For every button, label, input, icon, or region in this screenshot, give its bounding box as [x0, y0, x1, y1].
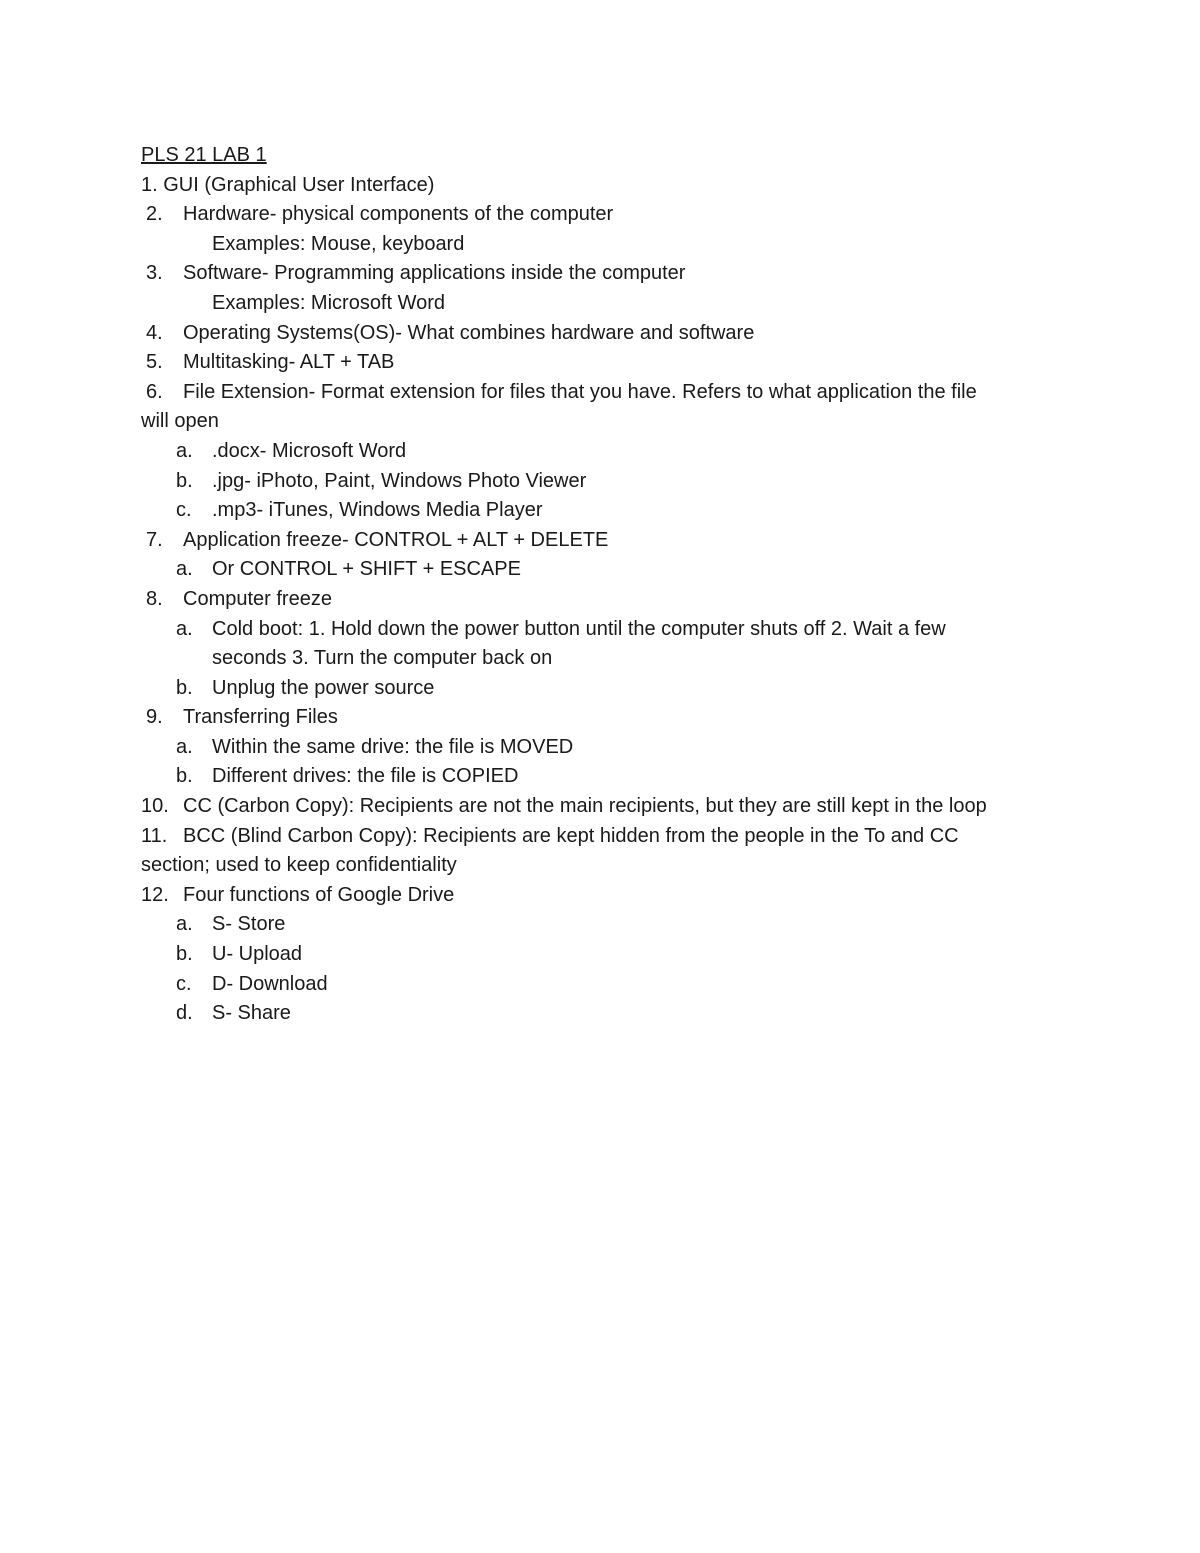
list-item-text: Software- Programming applications inside the computer — [183, 262, 686, 285]
sub-item-letter: c. — [176, 499, 192, 522]
sub-item-text: .mp3- iTunes, Windows Media Player — [212, 499, 543, 522]
list-item-number: 3. — [146, 262, 163, 285]
sub-item-letter: a. — [176, 913, 193, 936]
sub-item-letter: a. — [176, 558, 193, 581]
list-item-number: 7. — [146, 528, 163, 551]
sub-item-text-continued: seconds 3. Turn the computer back on — [212, 647, 553, 670]
sub-item-text: S- Store — [212, 913, 286, 936]
list-item-text-continued: will open — [141, 410, 219, 433]
list-item-2-example — [141, 230, 1071, 260]
sub-item-letter: b. — [176, 765, 193, 788]
list-item-6 — [141, 378, 1071, 408]
document-body — [141, 141, 1071, 1029]
list-item-12 — [141, 881, 1071, 911]
sub-item-8b — [141, 674, 1071, 704]
sub-item-12a — [141, 910, 1071, 940]
sub-item-text: D- Download — [212, 972, 328, 995]
sub-item-text: Cold boot: 1. Hold down the power button until the computer shuts off 2. Wait a few — [212, 617, 946, 640]
sub-item-text: Or CONTROL + SHIFT + ESCAPE — [212, 558, 521, 581]
list-item-text: Transferring Files — [183, 706, 338, 729]
sub-item-6c — [141, 496, 1071, 526]
list-item-text: Operating Systems(OS)- What combines hardware and software — [183, 321, 755, 344]
sub-item-text: S- Share — [212, 1002, 291, 1025]
list-item-9 — [141, 703, 1071, 733]
sub-item-12b — [141, 940, 1071, 970]
list-item-10 — [141, 792, 1071, 822]
list-item-3 — [141, 259, 1071, 289]
sub-item-letter: b. — [176, 943, 193, 966]
sub-item-letter: a. — [176, 617, 193, 640]
list-item-4 — [141, 319, 1071, 349]
sub-item-text: .jpg- iPhoto, Paint, Windows Photo Viewer — [212, 469, 587, 492]
sub-item-text: Within the same drive: the file is MOVED — [212, 735, 574, 758]
list-item-8 — [141, 585, 1071, 615]
list-item-text: File Extension- Format extension for files that you have. Refers to what application the file — [183, 380, 977, 403]
sub-item-6a — [141, 437, 1071, 467]
sub-item-12c — [141, 970, 1071, 1000]
list-item-text: BCC (Blind Carbon Copy): Recipients are kept hidden from the people in the To and CC — [183, 824, 959, 847]
list-item-2 — [141, 200, 1071, 230]
list-item-number: 4. — [146, 321, 163, 344]
sub-item-text: .docx- Microsoft Word — [212, 439, 407, 462]
list-item-number: 11. — [141, 824, 168, 847]
sub-item-letter: b. — [176, 469, 193, 492]
sub-item-9a — [141, 733, 1071, 763]
sub-item-8a — [141, 615, 1071, 645]
document-title: PLS 21 LAB 1 — [141, 144, 267, 166]
list-item-text: Computer freeze — [183, 587, 332, 610]
list-item-text: Hardware- physical components of the computer — [183, 203, 614, 226]
sub-item-text: U- Upload — [212, 943, 303, 966]
list-item-11 — [141, 822, 1071, 852]
sub-item-8a-continued — [141, 644, 1071, 674]
list-item-1 — [141, 171, 1071, 201]
list-item-number: 6. — [146, 380, 163, 403]
list-item-number: 8. — [146, 587, 163, 610]
list-item-text: Four functions of Google Drive — [183, 883, 455, 906]
sub-item-12d — [141, 999, 1071, 1029]
list-item-number: 12. — [141, 883, 169, 906]
sub-item-letter: c. — [176, 972, 192, 995]
sub-item-9b — [141, 762, 1071, 792]
sub-item-6b — [141, 467, 1071, 497]
sub-item-text: Unplug the power source — [212, 676, 435, 699]
list-item-7 — [141, 526, 1071, 556]
list-item-6-continued — [141, 407, 1071, 437]
list-item-text: CC (Carbon Copy): Recipients are not the main recipients, but they are still kept in the loop — [183, 795, 987, 818]
example-text: Examples: Microsoft Word — [212, 291, 446, 314]
list-item-text: Application freeze- CONTROL + ALT + DELETE — [183, 528, 609, 551]
list-item-5 — [141, 348, 1071, 378]
list-item-number: 10. — [141, 795, 169, 818]
list-item-number: 5. — [146, 351, 163, 374]
document-title-line — [141, 141, 1071, 171]
sub-item-letter: b. — [176, 676, 193, 699]
sub-item-letter: d. — [176, 1002, 193, 1025]
example-text: Examples: Mouse, keyboard — [212, 232, 465, 255]
list-item-number: 2. — [146, 203, 163, 226]
sub-item-letter: a. — [176, 439, 193, 462]
sub-item-7a — [141, 555, 1071, 585]
sub-item-text: Different drives: the file is COPIED — [212, 765, 519, 788]
sub-item-letter: a. — [176, 735, 193, 758]
list-item-3-example — [141, 289, 1071, 319]
list-item-text-continued: section; used to keep confidentiality — [141, 854, 457, 877]
list-item-number: 9. — [146, 706, 163, 729]
list-item-text: 1. GUI (Graphical User Interface) — [141, 173, 435, 196]
list-item-11-continued — [141, 851, 1071, 881]
list-item-text: Multitasking- ALT + TAB — [183, 351, 395, 374]
